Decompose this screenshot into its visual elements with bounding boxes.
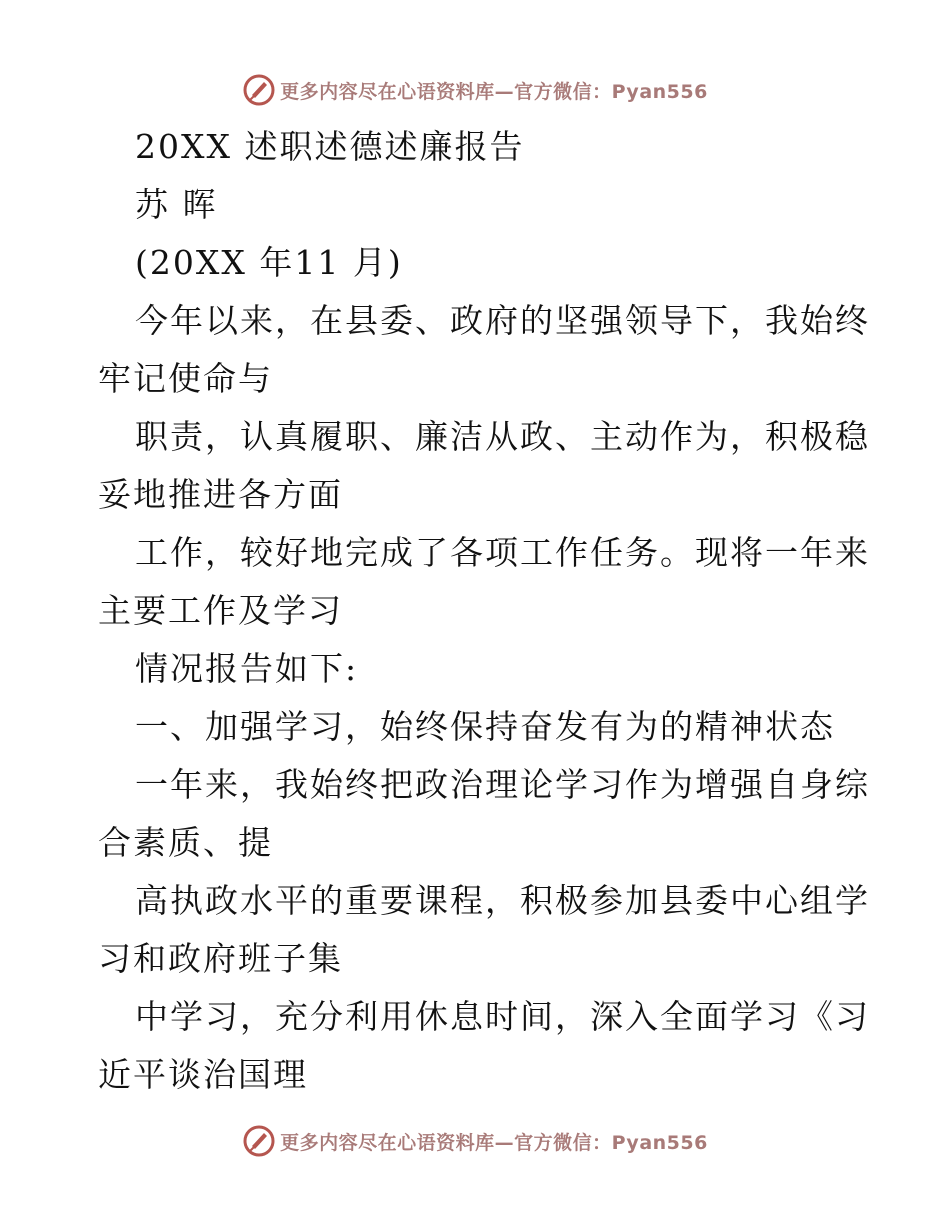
paragraph-line: 高执政水平的重要课程，积极参加县委中心组学 bbox=[135, 881, 870, 920]
paragraph-line: 情况报告如下: bbox=[135, 649, 359, 688]
paragraph-line: 妥地推进各方面 bbox=[98, 475, 343, 514]
paragraph-line: 主要工作及学习 bbox=[98, 591, 343, 630]
paragraph-line: 近平谈治国理 bbox=[98, 1055, 308, 1094]
paragraph-line: 中学习，充分利用休息时间，深入全面学习《习 bbox=[135, 997, 870, 1036]
paragraph-line: 工作，较好地完成了各项工作任务。现将一年来 bbox=[135, 533, 870, 572]
paragraph-line: 一年来，我始终把政治理论学习作为增强自身综 bbox=[135, 765, 870, 804]
paragraph-line: 职责，认真履职、廉洁从政、主动作为，积极稳 bbox=[135, 417, 870, 456]
author-name: 苏 晖 bbox=[135, 185, 218, 224]
watermark-text: 更多内容尽在心语资料库—官方微信：Pyan556 bbox=[280, 80, 708, 103]
watermark-footer bbox=[0, 1121, 950, 1161]
watermark-logo-icon bbox=[242, 1124, 276, 1158]
watermark-logo-icon bbox=[242, 73, 276, 107]
document-body bbox=[98, 118, 870, 1104]
watermark-text: 更多内容尽在心语资料库—官方微信：Pyan556 bbox=[280, 1131, 708, 1154]
section-heading: 一、加强学习，始终保持奋发有为的精神状态 bbox=[135, 707, 835, 746]
paragraph-line: 合素质、提 bbox=[98, 823, 273, 862]
watermark-header bbox=[0, 70, 950, 110]
report-date: (20XX 年11 月) bbox=[135, 243, 403, 282]
paragraph-line: 今年以来，在县委、政府的坚强领导下，我始终 bbox=[135, 301, 870, 340]
report-title: 20XX 述职述德述廉报告 bbox=[135, 127, 525, 166]
paragraph-line: 习和政府班子集 bbox=[98, 939, 343, 978]
paragraph-line: 牢记使命与 bbox=[98, 359, 273, 398]
